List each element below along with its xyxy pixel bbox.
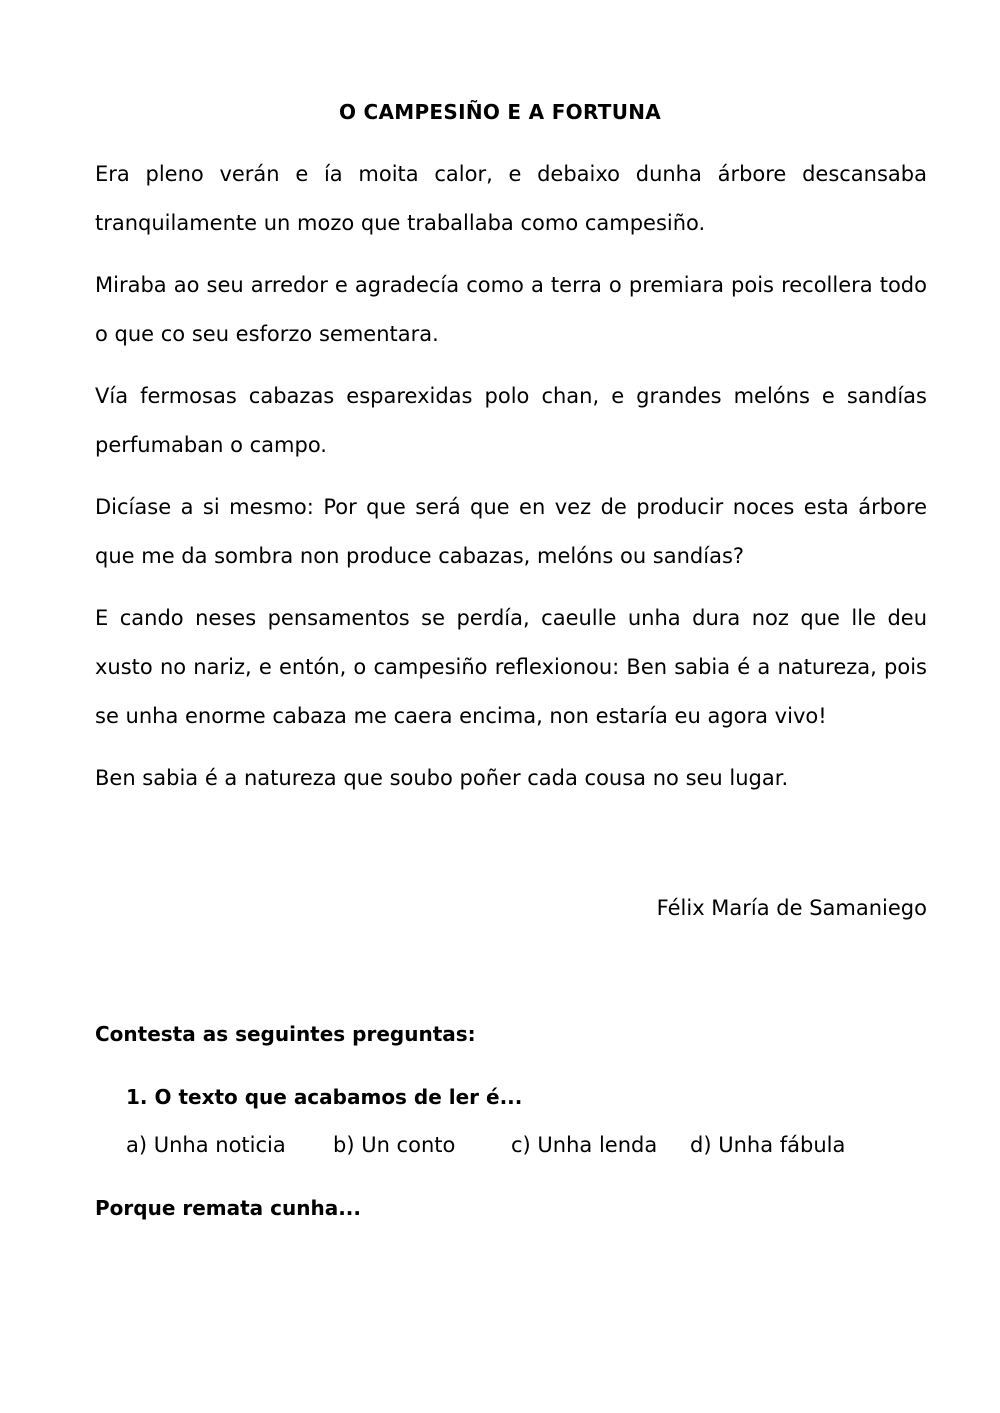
story-paragraph: Dicíase a si mesmo: Por que será que en vez de producir noces esta árbore que me da sombra non produce cabazas, melóns ou sandías?: [95, 495, 927, 568]
story-text: [95, 150, 927, 816]
story-paragraph: Miraba ao seu arredor e agradecía como a terra o premiara pois recollera todo o que co seu esforzo sementara.: [95, 273, 927, 346]
option-c[interactable]: c) Unha lenda: [511, 1133, 658, 1157]
option-b[interactable]: b) Un conto: [333, 1133, 456, 1157]
question-1: 1. O texto que acabamos de ler é...: [126, 1085, 523, 1109]
story-paragraph: Era pleno verán e ía moita calor, e debaixo dunha árbore descansaba tranquilamente un mozo que traballaba como campesiño.: [95, 162, 927, 235]
author-attribution: Félix María de Samaniego: [656, 896, 927, 920]
story-paragraph: Vía fermosas cabazas esparexidas polo chan, e grandes melóns e sandías perfumaban o campo.: [95, 384, 927, 457]
story-paragraph: E cando neses pensamentos se perdía, caeulle unha dura noz que lle deu xusto no nariz, e entón, o campesiño reflexionou: Ben sabia é a natureza, pois se unha enorme cabaza me caera encima, non estaría eu agora vivo!: [95, 606, 927, 728]
option-d[interactable]: d) Unha fábula: [690, 1133, 846, 1157]
story-paragraph: Ben sabia é a natureza que soubo poñer cada cousa no seu lugar.: [95, 766, 789, 790]
questions-heading: Contesta as seguintes preguntas:: [95, 1022, 476, 1046]
option-a[interactable]: a) Unha noticia: [126, 1133, 286, 1157]
page-title: O CAMPESIÑO E A FORTUNA: [338, 100, 662, 124]
followup-prompt: Porque remata cunha...: [95, 1196, 361, 1220]
